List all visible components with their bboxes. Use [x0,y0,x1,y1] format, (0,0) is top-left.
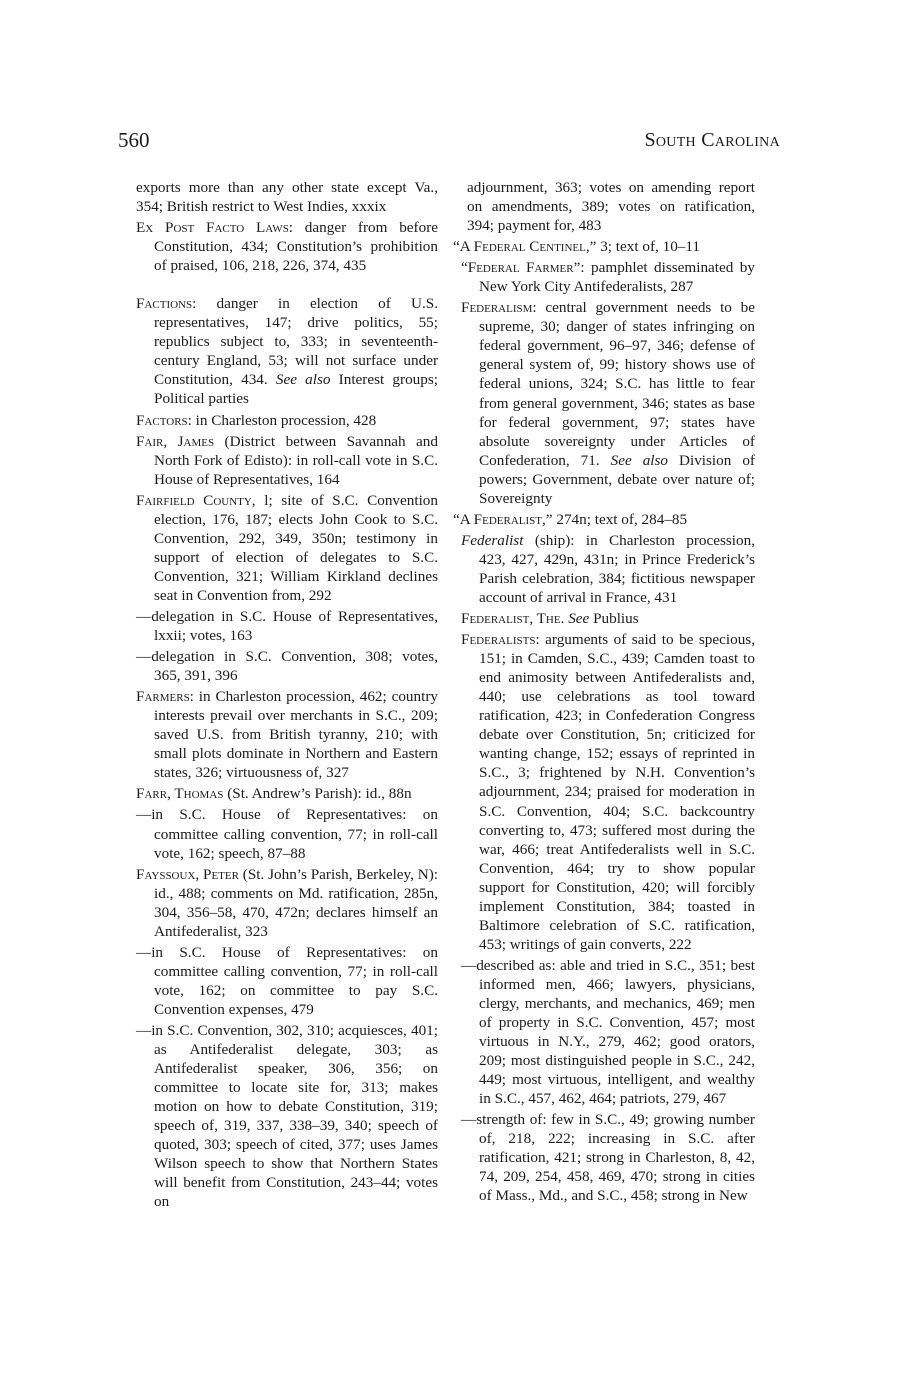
entry-text: adjournment, 363; votes on amending report on amendments, 389; votes on ratification, 394; payment for, 483 [467,179,755,235]
cross-reference: See also [275,371,331,389]
entry-text: l; site of S.C. Convention election, 176, 187; elects John Cook to S.C. Convention, 292, 349, 350n; testimony in support of election of delegates to S.C. Convention, 321; William Kirkland declines seat in Convention from, 292 [154,491,438,604]
entry-text: Division of powers; Government, debate over nature of; Sovereignty [479,451,755,507]
entry-heading: “A Federal Centinel,” [453,238,597,256]
index-entry [136,294,438,408]
index-entry [136,218,438,275]
index-entry [136,411,438,430]
index-entry [453,237,755,256]
entry-text: Publius [589,610,639,628]
index-subentry [136,1021,438,1211]
index-subentry [136,647,438,685]
index-entry [136,687,438,782]
entry-text: central government needs to be supreme, 30; danger of states infringing on federal government, 96–97, 346; defense of general system of, 99; history shows use of federal unions, 324; S.C. has little to fear from general government, 346; states as base for federal government, 97; states have absolute sovereignty under Articles of Confederation, 71. [479,299,755,469]
entry-text: —in S.C. House of Representatives: on committee calling convention, 77; in roll-call vote, 162; speech, 87–88 [136,806,438,862]
index-subentry [136,805,438,862]
entry-text: (District between Savannah and North Fork of Edisto): in roll-call vote in S.C. House of Representatives, 164 [154,432,438,488]
entry-text: —in S.C. Convention, 302, 310; acquiesces, 401; as Antifederalist delegate, 303; as Antifederalist speaker, 306, 356; on committee to locate site for, 313; makes motion on how to debate Constitution, 319; speech of, 319, 337, 338–39, 340; speech of quoted, 303; speech of cited, 377; uses James Wilson speech to show that Northern States will benefit from Constitution, 243–44; votes on [136,1021,438,1211]
entry-text: —strength of: few in S.C., 49; growing number of, 218, 222; increasing in S.C. after ratification, 421; strong in Charleston, 8, 42, 74, 209, 254, 458, 469, 470; strong in cities of Mass., Md., and S.C., 458; strong in New [461,1111,755,1205]
index-entry [136,784,438,803]
index-entry [453,298,755,508]
index-entry [453,531,755,607]
entry-text: (ship): in Charleston procession, 423, 427, 429n, 431n; in Prince Frederick’s Parish celebration, 384; fictitious newspaper account of arrival in France, 431 [479,531,755,606]
entry-text: 274n; text of, 284–85 [552,510,688,528]
entry-heading: Fairfield County, [136,491,256,509]
entry-text: in Charleston procession, 462; country interests prevail over merchants in S.C., 209; saved U.S. from British tyranny, 210; with small plots dominate in Northern and Eastern states, 326; virtuousness of, 327 [154,688,438,782]
entry-text: exports more than any other state except Va., 354; British restrict to West Indies, xxxix [136,179,438,216]
entry-text: in Charleston procession, 428 [191,411,377,429]
index-entry [136,865,438,941]
page-number: 560 [118,128,150,152]
running-title: South Carolina [644,129,780,151]
entry-heading: Federalism: [461,299,537,317]
index-subentry [136,943,438,1019]
entry-heading: Fair, James [136,432,215,450]
left-column [136,178,438,1213]
index-subentry [453,956,755,1108]
index-entry [453,630,755,954]
index-subentry [136,607,438,645]
index-entry [453,178,755,235]
index-entry [453,510,755,529]
entry-heading: Federalist, The. [461,610,565,628]
entry-heading: “Federal Farmer”: [461,259,585,277]
entry-text: danger in election of U.S. representatives, 147; drive politics, 55; republics subject to, 333; in seventeenth-century England, 53; will not surface under Constitution, 434. [154,295,438,389]
entry-text: pamphlet disseminated by New York City Antifederalists, 287 [479,259,755,296]
entry-heading: Ex Post Facto Laws: [136,219,294,237]
index-subentry [453,1110,755,1205]
entry-heading: Fayssoux, Peter [136,865,239,883]
entry-text: (St. Andrew’s Parish): id., 88n [223,785,412,803]
index-entry [453,258,755,296]
cross-reference: See also [610,451,669,469]
entry-heading: Federalists: [461,631,540,649]
entry-text: danger from before Constitution, 434; Constitution’s prohibition of praised, 106, 218, 226, 374, 435 [154,219,438,275]
entry-heading: “A Federalist,” [453,510,553,528]
entry-text: —delegation in S.C. House of Representatives, lxxii; votes, 163 [136,607,438,645]
entry-text: —described as: able and tried in S.C., 351; best informed men, 466; lawyers, physicians, clergy, merchants, and mechanics, 469; men of property in S.C. Convention, 457; most virtuous in N.Y., 279, 462; good orators, 209; most distinguished people in S.C., 242, 449; most virtuous, intelligent, and wealthy in S.C., 457, 462, 464; patriots, 279, 467 [461,956,755,1108]
entry-heading: Factions: [136,295,197,313]
index-entry [453,609,755,628]
cross-reference: See [568,610,590,628]
index-entry [136,432,438,489]
entry-heading: Federalist [461,531,524,549]
index-entry [136,491,438,605]
entry-text: —in S.C. House of Representatives: on committee calling convention, 77; in roll-call vote, 162; on committee to pay S.C. Convention expenses, 479 [136,943,438,1018]
entry-heading: Farmers: [136,688,194,706]
entry-text: Interest groups; Political parties [154,371,438,408]
entry-text: arguments of said to be specious, 151; in Camden, S.C., 439; Camden toast to end animosity between Antifederalists and, 440; use celebrations as tool toward ratification, 423; in Confederation Congress debate over Constitution, 5n; criticized for wanting change, 152; essays of reprinted in S.C., 3; frightened by N.H. Convention’s adjournment, 234; praised for moderation in S.C. Convention, 404; S.C. backcountry converting to, 473; suffered most during the war, 466; treat Antifederalists well in S.C. Convention, 464; try to show popular support for Constitution, 420; will forcibly implement Constitution, 384; toasted in Baltimore celebration of S.C. ratification, 453; writings of gain converts, 222 [479,631,755,953]
right-column [453,178,755,1207]
index-entry [136,178,438,216]
entry-text: —delegation in S.C. Convention, 308; votes, 365, 391, 396 [136,648,438,685]
entry-heading: Farr, Thomas [136,785,224,803]
entry-text: (St. John’s Parish, Berkeley, N): id., 488; comments on Md. ratification, 285n, 304, 356–58, 470, 472n; declares himself an Antifederalist, 323 [154,865,438,940]
entry-text: 3; text of, 10–11 [596,238,701,256]
entry-heading: Factors: [136,411,192,429]
